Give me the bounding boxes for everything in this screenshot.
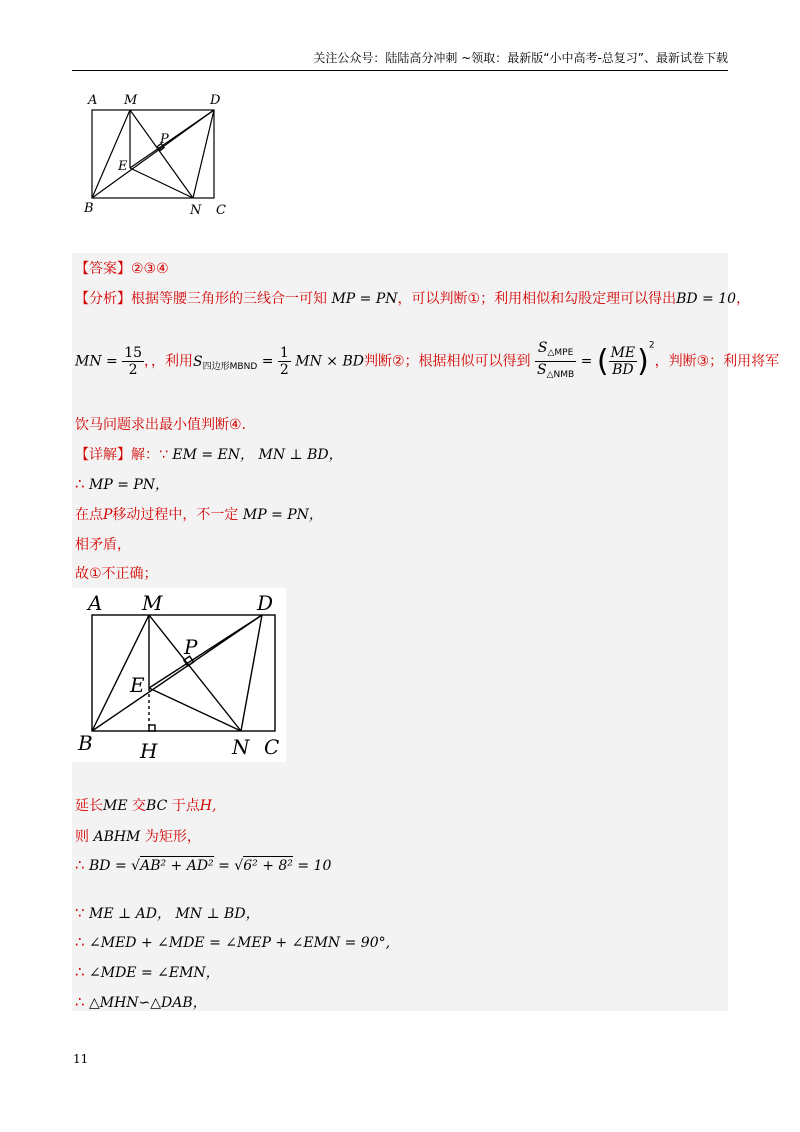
- analysis-text: ，: [736, 291, 751, 307]
- answer-line: [75, 258, 169, 278]
- label-n: N: [232, 735, 250, 759]
- analysis-text: ，可以判断①；利用相似和勾股定理可以得出: [397, 291, 677, 307]
- analysis-line-1: [75, 288, 750, 308]
- detail-line-8: ∴ BD = √AB² + AD² = √6² + 8² = 10: [75, 856, 332, 874]
- page-header: 关注公众号：陆陆高分冲刺 ~领取：最新版“小中高考-总复习”、最新试卷下载: [313, 51, 728, 65]
- geometry-figure-2: [72, 588, 286, 762]
- label-m: M: [124, 93, 138, 108]
- therefore-symbol: ∴: [75, 475, 85, 493]
- detail-line-6: [75, 795, 216, 815]
- label-a: A: [88, 591, 103, 615]
- area-subscript: △NMB: [546, 370, 575, 380]
- math-abhm: ABHM: [93, 829, 141, 845]
- page-number: 11: [73, 1052, 89, 1066]
- label-c: C: [216, 203, 226, 218]
- geometry-figure-1: [78, 88, 238, 223]
- detail-line-2: [75, 474, 169, 494]
- radicand-2: 6² + 8²: [243, 858, 293, 874]
- area-ratio: $\frac{S_{\triangle MPE}}{S_{\triangle NMB}}$: [537, 340, 575, 380]
- detail-line-12: [75, 992, 207, 1012]
- point-p: P: [103, 507, 113, 523]
- detail-text: 为矩形，: [144, 829, 201, 845]
- math-angle-equal: ∠MDE = ∠EMN，: [89, 965, 220, 981]
- detail-text: 移动过程中，不一定: [112, 507, 239, 523]
- detail-text: 解：∵: [131, 447, 168, 463]
- math-mp-pn: MP = PN: [331, 291, 398, 307]
- detail-line-10: [75, 933, 390, 951]
- denominator: BD: [612, 362, 634, 378]
- analysis-line-2: MN = $\frac{15}{2}$ ，，利用$S_{四边形MBND}$ = $\frac{1}{2}$ MN × BD判断②；根据相似可以得到 $\frac{S_{\triangle MPE}}{S_{\triangle NMB}}$ = ( $\frac{ME}{BD}$ )$^2$，判断③；利用将军: [75, 340, 779, 383]
- analysis-text: 判断②；根据相似可以得到: [364, 353, 531, 370]
- label-n: N: [190, 203, 202, 218]
- math-angle-sum: ∠MED + ∠MDE = ∠MEP + ∠EMN = 90°,: [89, 935, 391, 951]
- because-symbol: ∵: [75, 904, 85, 922]
- radicand-1: AB² + AD²: [140, 858, 214, 874]
- area-subscript: △MPE: [547, 348, 574, 358]
- label-a: A: [88, 93, 98, 108]
- analysis-text: 根据等腰三角形的三线合一可知: [131, 291, 327, 307]
- analysis-line-3: [75, 414, 246, 434]
- label-e: E: [130, 673, 145, 697]
- detail-line-5: [75, 563, 158, 583]
- fraction-me-bd: [609, 345, 638, 378]
- therefore-symbol: ∴: [75, 933, 85, 951]
- analysis-text: 饮马问题求出最小值判断④.: [75, 417, 247, 433]
- detail-tag: 【详解】: [75, 447, 131, 463]
- detail-line-3: [75, 504, 323, 524]
- label-e: E: [118, 159, 128, 174]
- denominator: 2: [279, 362, 289, 378]
- math-mp-pn: MP = PN，: [89, 477, 170, 493]
- area-symbol: $S_{四边形MBND}$: [193, 353, 258, 372]
- detail-line-7: [75, 826, 201, 846]
- detail-text: 则: [75, 829, 89, 845]
- math-perpendiculars: ME ⊥ AD， MN ⊥ BD，: [89, 906, 260, 922]
- therefore-symbol: ∴: [75, 993, 85, 1011]
- header-rule: [72, 70, 728, 71]
- math-mp-pn: MP = PN，: [242, 507, 323, 523]
- exponent: 2: [648, 340, 655, 351]
- label-d: D: [210, 93, 221, 108]
- analysis-text: ，判断③；利用将军: [654, 353, 780, 370]
- analysis-text: ，，利用: [144, 353, 194, 370]
- fraction-1-2: [278, 345, 291, 378]
- detail-text: 交: [132, 798, 147, 814]
- math-bd-10: BD = 10: [676, 291, 737, 307]
- label-b: B: [78, 731, 93, 755]
- math-bd: BD =: [89, 858, 127, 874]
- answer-value: ②③④: [131, 261, 169, 277]
- math-result: = 10: [297, 858, 332, 874]
- label-p: P: [160, 132, 169, 147]
- denominator: 2: [128, 362, 138, 378]
- math-mn: MN =: [75, 353, 118, 370]
- numerator: ME: [610, 345, 636, 361]
- analysis-tag: 【分析】: [75, 291, 131, 307]
- equals: =: [261, 353, 274, 370]
- label-m: M: [142, 591, 163, 615]
- detail-text: 于点: [171, 798, 200, 814]
- label-d: D: [257, 591, 274, 615]
- detail-line-4: [75, 534, 131, 554]
- detail-line-11: [75, 962, 220, 982]
- math-bc: BC: [146, 798, 168, 814]
- numerator: 15: [124, 345, 143, 361]
- detail-text: 相矛盾，: [75, 537, 131, 553]
- label-b: B: [84, 201, 94, 216]
- therefore-symbol: ∴: [75, 963, 85, 981]
- fraction-15-2: [122, 345, 144, 378]
- answer-tag: 【答案】: [75, 261, 131, 277]
- math-mn-times-bd: MN × BD: [295, 353, 364, 370]
- detail-text: 故①不正确；: [75, 566, 158, 582]
- label-c: C: [264, 735, 280, 759]
- numerator: 1: [279, 345, 289, 361]
- area-subscript: 四边形MBND: [202, 361, 258, 372]
- therefore-symbol: ∴: [75, 856, 85, 874]
- detail-text: 延长: [75, 798, 103, 814]
- math-similar-triangles: △MHN∽△DAB，: [89, 995, 207, 1011]
- math-me: ME: [103, 798, 128, 814]
- label-p: P: [184, 635, 198, 659]
- label-h: H: [140, 739, 158, 762]
- detail-line-1: [75, 444, 343, 464]
- detail-line-9: [75, 903, 260, 923]
- detail-text: 在点: [75, 507, 103, 523]
- point-h: H,: [199, 798, 217, 814]
- math-em-en: EM = EN， MN ⊥ BD，: [172, 447, 343, 463]
